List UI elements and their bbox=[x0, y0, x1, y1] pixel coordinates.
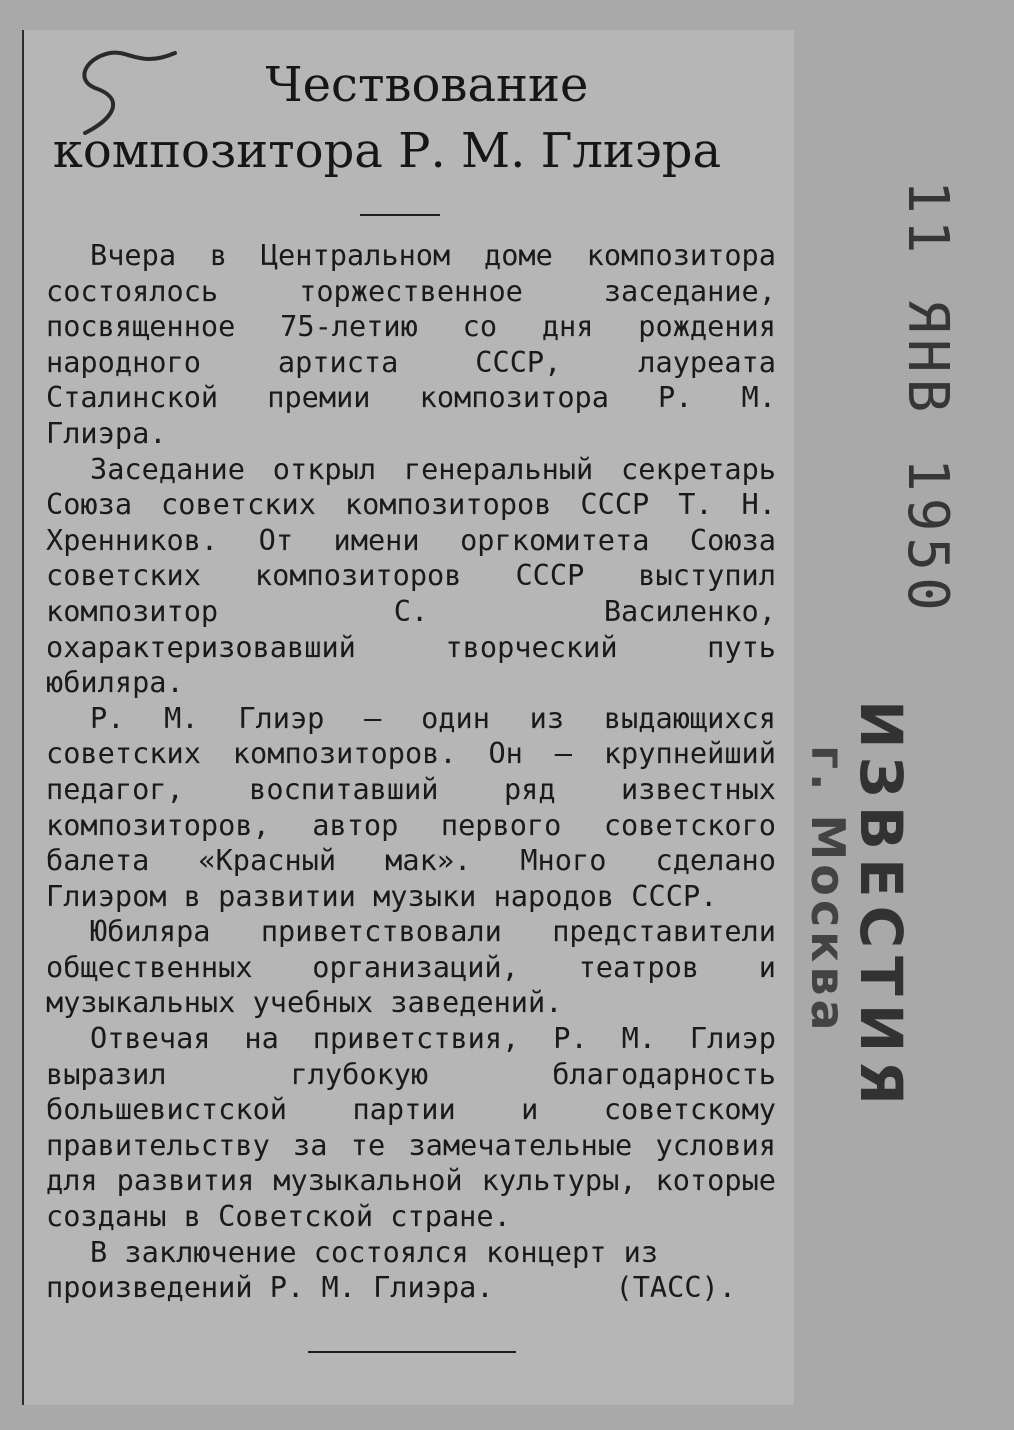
article-headline bbox=[22, 52, 792, 184]
paragraph-4: Юбиляра приветствовали представители общественных организаций, театров и музыкальных учебных заведений. bbox=[46, 914, 776, 1020]
headline-line-2: композитора Р. М. Глиэра bbox=[52, 123, 722, 179]
closing-paragraph bbox=[46, 1235, 776, 1306]
date-stamp: 11 ЯНВ 1950 bbox=[895, 180, 960, 617]
paragraph-1: Вчера в Центральном доме композитора состоялось торжественное заседание, посвященное 75-летию со дня рождения народного артиста СССР, лауреата Сталинской премии композитора Р. М. Глиэра. bbox=[46, 238, 776, 450]
end-divider bbox=[308, 1351, 516, 1353]
closing-text: В заключение состоялся концерт из произведений Р. М. Глиэра. bbox=[46, 1234, 659, 1305]
paragraph-5: Отвечая на приветствия, Р. М. Глиэр выразил глубокую благодарность большевистской партии и советскому правительству за те замечательные условия для развития музыкальной культуры, которые созданы в Советской стране. bbox=[46, 1021, 776, 1234]
city-stamp: г. Москва bbox=[801, 745, 855, 1035]
source-attribution: (ТАСС). bbox=[615, 1270, 736, 1305]
newspaper-stamp: ИЗВЕСТИЯ bbox=[847, 700, 915, 1113]
paragraph-3: Р. М. Глиэр — один из выдающихся советских композиторов. Он — крупнейший педагог, воспитавший ряд известных композиторов, автор первого советского балета «Красный мак». Много сделано Глиэром в развитии музыки народов СССР. bbox=[46, 700, 776, 913]
article-body bbox=[46, 238, 776, 1306]
paragraph-2: Заседание открыл генеральный секретарь Союза советских композиторов СССР Т. Н. Хренников. От имени оргкомитета Союза советских композиторов СССР выступил композитор С. Василенко, охарактеризовавший творческий путь юбиляра. bbox=[46, 451, 776, 700]
headline-line-1: Чествование bbox=[265, 57, 589, 113]
headline-divider bbox=[360, 214, 440, 216]
